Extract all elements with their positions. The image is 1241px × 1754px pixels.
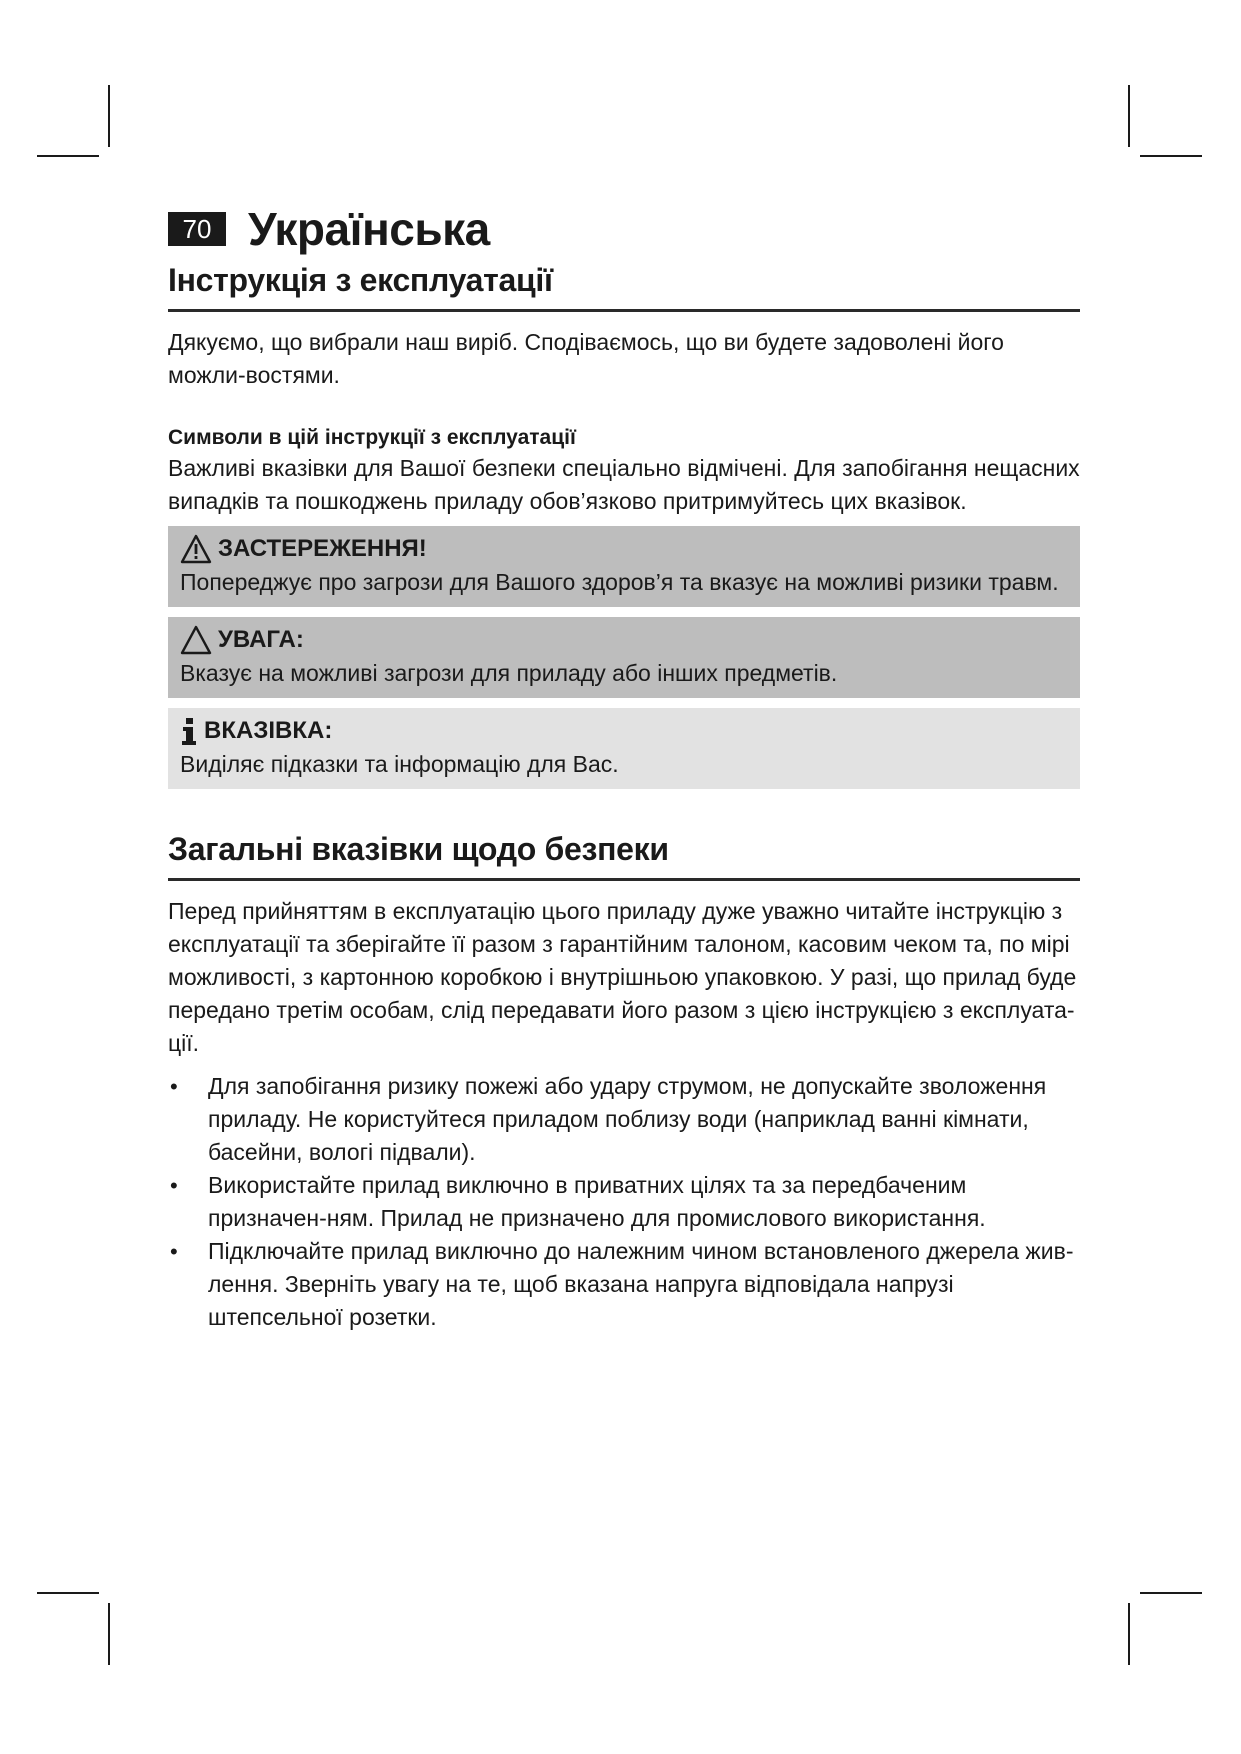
bullet-point: • [170, 1239, 178, 1264]
caution-box [168, 617, 1080, 698]
note-box [168, 708, 1080, 789]
caution-triangle-icon [180, 625, 212, 655]
section-title-safety: Загальні вказівки щодо безпеки [168, 831, 1080, 881]
warning-title-text: ЗАСТЕРЕЖЕННЯ! [218, 535, 427, 562]
caution-text: Вказує на можливі загрози для приладу або інших предметів. [180, 660, 838, 686]
page-number-badge: 70 [168, 212, 226, 246]
warning-box [168, 526, 1080, 607]
intro-paragraph: Дякуємо, що вибрали наш виріб. Сподіваємось, що ви будете задоволені його можли-востями. [168, 329, 1004, 388]
note-box-title [180, 714, 1068, 748]
bullet-point: • [170, 1173, 178, 1198]
crop-mark-top-right-vertical [1128, 85, 1130, 147]
list-item-text: Підключайте прилад виключно до належним чином встановленого джерела жив-лення. Зверніть увагу на те, щоб вказана напруга відповідала напрузі штепсельної розетки. [208, 1238, 1074, 1330]
page-header [168, 200, 1080, 258]
crop-mark-bottom-right-vertical [1128, 1603, 1130, 1665]
caution-box-title [180, 623, 1068, 657]
bullet-point: • [170, 1074, 178, 1099]
warning-box-title [180, 532, 1068, 566]
list-item [168, 1235, 1080, 1334]
caution-title-text: УВАГА: [218, 626, 304, 653]
crop-mark-top-right-horizontal [1140, 155, 1202, 157]
symbols-paragraph: Важливі вказівки для Вашої безпеки спеціально відмічені. Для запобігання нещасних випадків та пошкоджень приладу обов’язково притримуйтесь цих вказівок. [168, 455, 1080, 514]
info-icon [180, 716, 198, 746]
language-title: Українська [248, 203, 490, 255]
warning-text: Попереджує про загрози для Вашого здоров’я та вказує на можливі ризики травм. [180, 569, 1059, 595]
list-item [168, 1169, 1080, 1235]
note-title-text: ВКАЗІВКА: [204, 717, 333, 744]
safety-bullet-list [168, 1070, 1080, 1334]
page-content [168, 200, 1080, 1334]
crop-mark-top-left-horizontal [37, 155, 99, 157]
list-item-text: Використайте прилад виключно в приватних цілях та за передбаченим призначен-ням. Прилад не призначено для промислового використання. [208, 1172, 986, 1231]
crop-mark-bottom-left-vertical [108, 1603, 110, 1665]
list-item [168, 1070, 1080, 1169]
list-item-text: Для запобігання ризику пожежі або удару струмом, не допускайте зволоження приладу. Не користуйтеся приладом поблизу води (наприклад ванні кімнати, басейни, вологі підвали). [208, 1073, 1047, 1165]
section-title-instructions: Інструкція з експлуатації [168, 262, 1080, 312]
crop-mark-top-left-vertical [108, 85, 110, 147]
safety-intro-paragraph: Перед прийняттям в експлуатацію цього приладу дуже уважно читайте інструкцію з експлуатації та зберігайте її разом з гарантійним талоном, касовим чеком та, по мірі можливості, з картонною коробкою і внутрішньою упаковкою. У разі, що прилад буде передано третім особам, слід передавати його разом з цією інструкцією з експлуата-ції. [168, 898, 1077, 1056]
crop-mark-bottom-left-horizontal [37, 1592, 99, 1594]
note-text: Виділяє підказки та інформацію для Вас. [180, 751, 619, 777]
crop-mark-bottom-right-horizontal [1140, 1592, 1202, 1594]
symbols-heading: Символи в цій інструкції з експлуатації [168, 426, 576, 449]
warning-triangle-icon [180, 534, 212, 564]
